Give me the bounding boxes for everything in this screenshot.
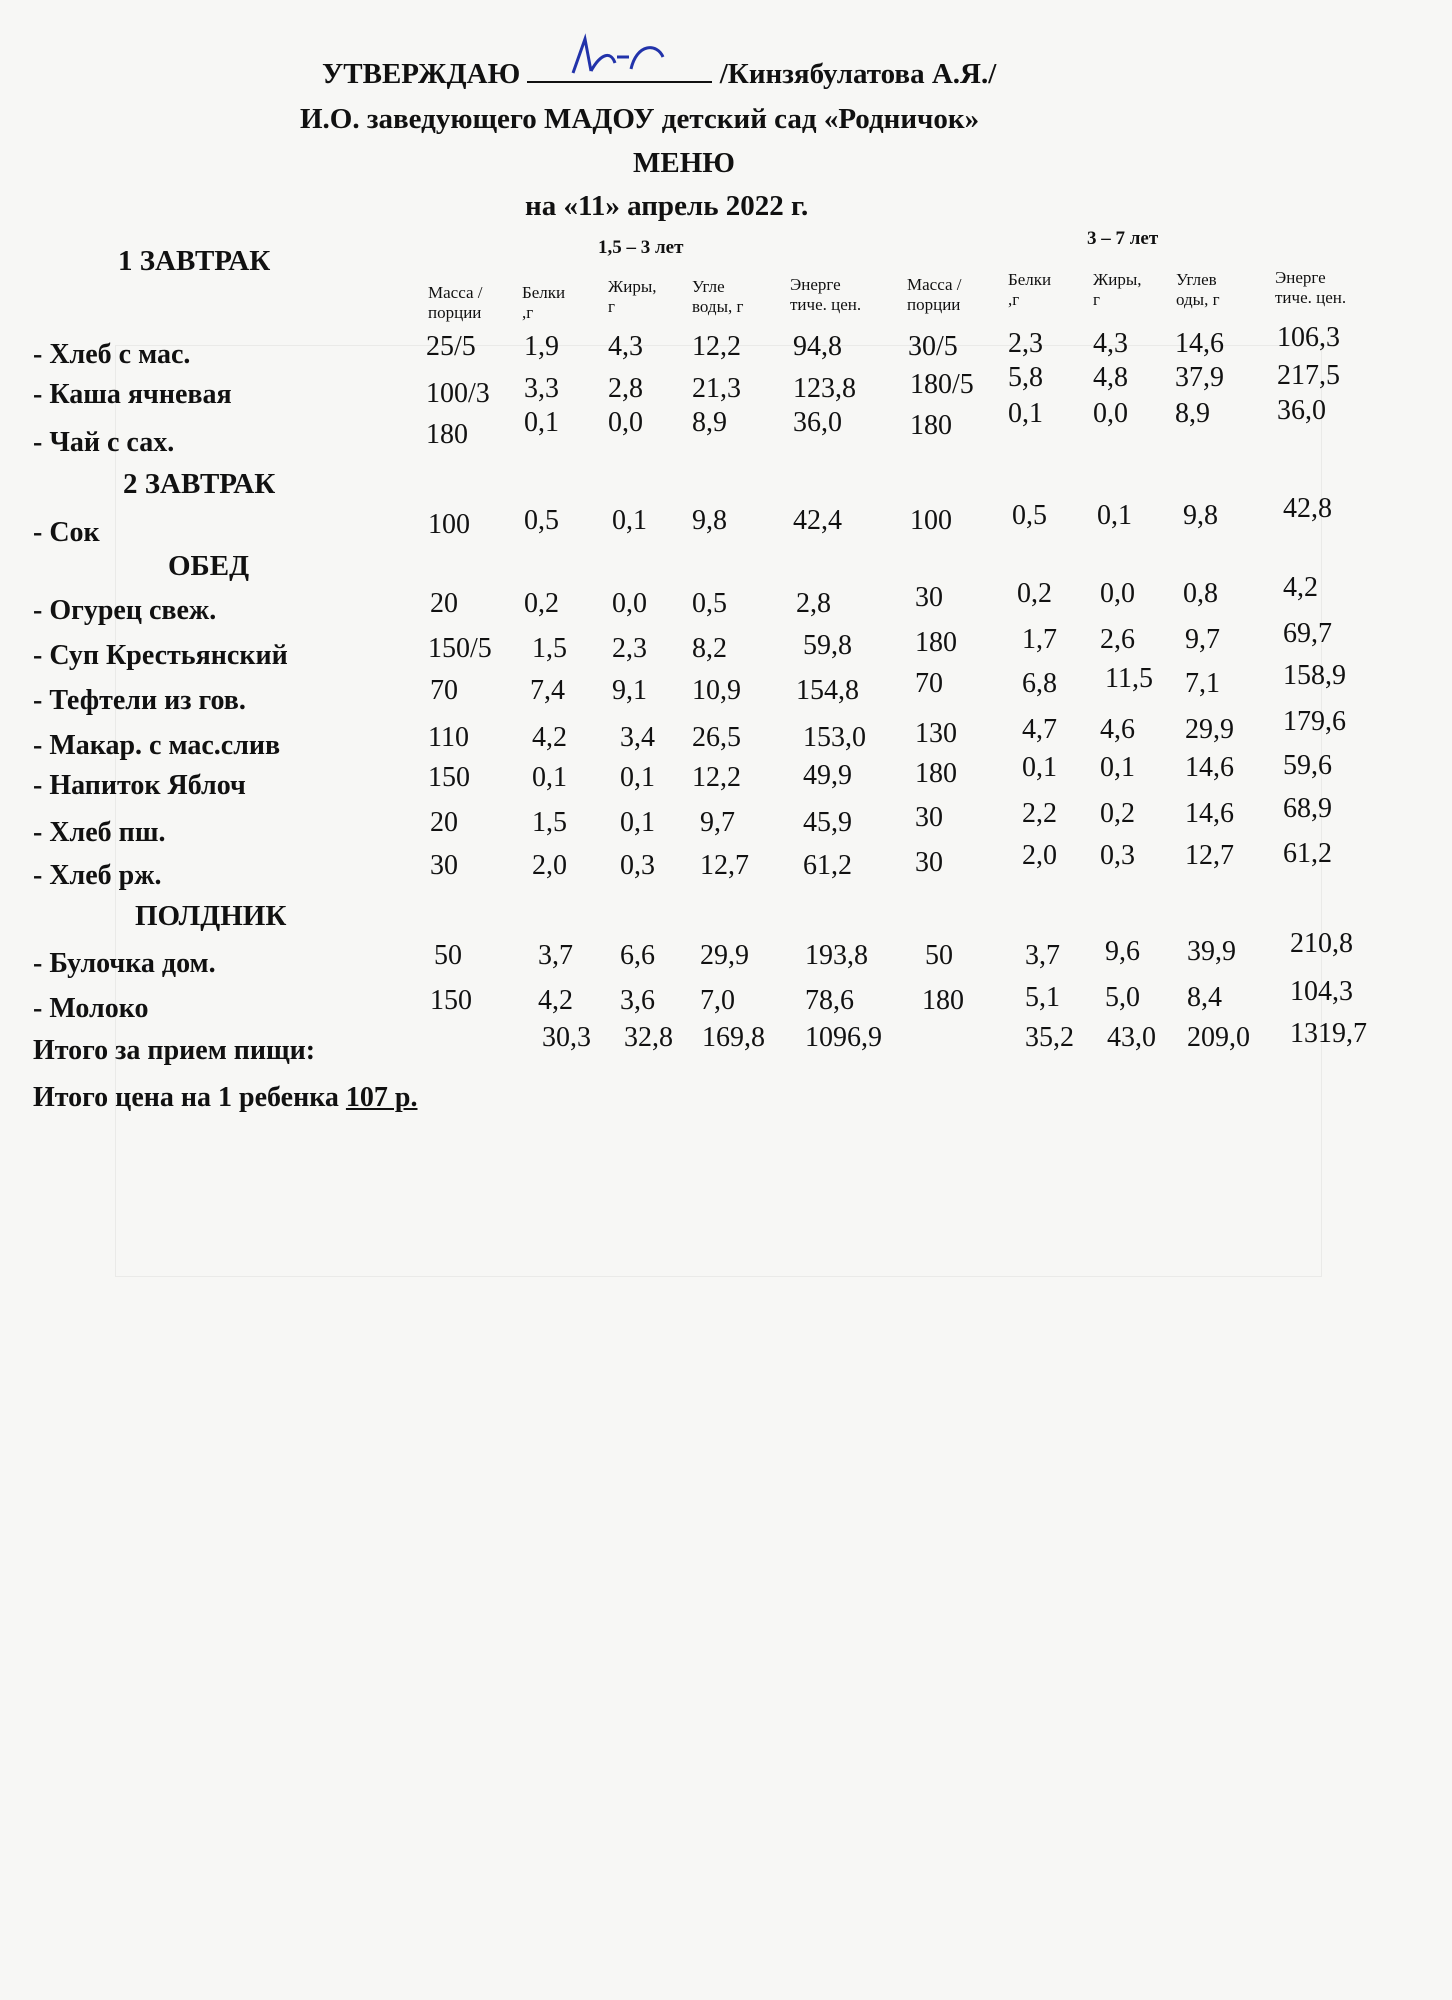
cell-older-mass: 180	[910, 410, 952, 441]
section-title-lunch: ОБЕД	[168, 550, 250, 582]
age-group-young: 1,5 – 3 лет	[598, 237, 684, 258]
cell-young-fat: 0,1	[620, 762, 655, 793]
cell-older-carbs: 14,6	[1185, 798, 1234, 829]
cell-older-protein: 2,2	[1022, 798, 1057, 829]
cell-older-fat: 9,6	[1105, 936, 1140, 967]
cell-older-fat: 11,5	[1105, 663, 1153, 694]
cell-older-carbs: 29,9	[1185, 714, 1234, 745]
total-older-fat: 43,0	[1107, 1022, 1156, 1053]
total-older-energy: 1319,7	[1290, 1018, 1367, 1049]
section-title-snack: ПОЛДНИК	[135, 900, 287, 932]
cell-older-protein: 6,8	[1022, 668, 1057, 699]
cell-older-protein: 2,3	[1008, 328, 1043, 359]
cell-older-protein: 0,2	[1017, 578, 1052, 609]
price-line	[33, 1082, 418, 1114]
col-header-older-fat: Жиры, г	[1093, 270, 1142, 309]
cell-older-mass: 50	[925, 940, 953, 971]
cell-older-mass: 30/5	[908, 331, 958, 362]
cell-young-fat: 3,4	[620, 722, 655, 753]
cell-young-carbs: 12,2	[692, 331, 741, 362]
cell-young-carbs: 21,3	[692, 373, 741, 404]
cell-older-fat: 0,1	[1097, 500, 1132, 531]
dish-name: - Хлеб рж.	[33, 860, 162, 891]
cell-young-energy: 42,4	[793, 505, 842, 536]
cell-young-energy: 123,8	[793, 373, 856, 404]
cell-older-mass: 100	[910, 505, 952, 536]
cell-older-fat: 0,3	[1100, 840, 1135, 871]
cell-older-fat: 4,8	[1093, 362, 1128, 393]
cell-older-energy: 68,9	[1283, 793, 1332, 824]
total-young-carbs: 169,8	[702, 1022, 765, 1053]
dish-name: - Тефтели из гов.	[33, 685, 246, 716]
approval-line	[322, 57, 996, 91]
cell-young-mass: 150/5	[428, 633, 492, 664]
total-young-energy: 1096,9	[805, 1022, 882, 1053]
date-line: на «11» апрель 2022 г.	[525, 190, 809, 222]
cell-older-mass: 180	[915, 627, 957, 658]
total-older-carbs: 209,0	[1187, 1022, 1250, 1053]
cell-older-protein: 1,7	[1022, 624, 1057, 655]
cell-older-fat: 5,0	[1105, 982, 1140, 1013]
cell-young-carbs: 0,5	[692, 588, 727, 619]
cell-older-mass: 70	[915, 668, 943, 699]
cell-older-protein: 2,0	[1022, 840, 1057, 871]
cell-older-energy: 158,9	[1283, 660, 1346, 691]
price-value: 107 р.	[345, 1082, 418, 1113]
cell-older-mass: 30	[915, 582, 943, 613]
cell-young-fat: 9,1	[612, 675, 647, 706]
dish-name: - Напиток Яблоч	[33, 770, 246, 801]
cell-older-energy: 59,6	[1283, 750, 1332, 781]
cell-older-protein: 5,8	[1008, 362, 1043, 393]
price-label: Итого цена на 1 ребенка	[33, 1082, 339, 1113]
cell-older-carbs: 9,8	[1183, 500, 1218, 531]
col-header-young-energy: Энерге тиче. цен.	[790, 275, 862, 314]
cell-young-energy: 36,0	[793, 407, 842, 438]
dish-name: - Суп Крестьянский	[33, 640, 288, 671]
page-title: МЕНЮ	[633, 147, 735, 179]
handwritten-signature	[567, 33, 677, 83]
cell-young-fat: 0,3	[620, 850, 655, 881]
dish-name: - Хлеб пш.	[33, 817, 166, 848]
cell-young-protein: 4,2	[538, 985, 573, 1016]
dish-name: - Сок	[33, 517, 100, 548]
cell-older-energy: 36,0	[1277, 395, 1326, 426]
cell-older-fat: 0,2	[1100, 798, 1135, 829]
cell-young-protein: 3,7	[538, 940, 573, 971]
cell-young-energy: 78,6	[805, 985, 854, 1016]
cell-young-protein: 1,5	[532, 807, 567, 838]
total-young-protein: 30,3	[542, 1022, 591, 1053]
cell-older-carbs: 8,4	[1187, 982, 1222, 1013]
cell-older-carbs: 12,7	[1185, 840, 1234, 871]
cell-older-carbs: 14,6	[1185, 752, 1234, 783]
col-header-older-energy: Энерге тиче. цен.	[1275, 268, 1347, 307]
cell-young-mass: 70	[430, 675, 458, 706]
cell-young-energy: 193,8	[805, 940, 868, 971]
cell-young-fat: 4,3	[608, 331, 643, 362]
cell-older-mass: 130	[915, 718, 957, 749]
approve-label: УТВЕРЖДАЮ	[322, 58, 521, 90]
cell-young-energy: 49,9	[803, 760, 852, 791]
cell-young-protein: 0,5	[524, 505, 559, 536]
cell-older-carbs: 0,8	[1183, 578, 1218, 609]
cell-older-energy: 179,6	[1283, 706, 1346, 737]
col-header-young-carbs: Угле воды, г	[692, 277, 744, 316]
cell-young-mass: 110	[428, 722, 469, 753]
cell-older-carbs: 14,6	[1175, 328, 1224, 359]
dish-name: - Огурец свеж.	[33, 595, 217, 626]
cell-young-carbs: 8,2	[692, 633, 727, 664]
cell-older-protein: 0,1	[1008, 398, 1043, 429]
cell-older-energy: 210,8	[1290, 928, 1353, 959]
cell-older-energy: 61,2	[1283, 838, 1332, 869]
cell-young-energy: 59,8	[803, 630, 852, 661]
cell-young-carbs: 12,7	[700, 850, 749, 881]
cell-young-fat: 0,0	[612, 588, 647, 619]
cell-young-protein: 1,5	[532, 633, 567, 664]
cell-young-protein: 7,4	[530, 675, 565, 706]
cell-young-protein: 2,0	[532, 850, 567, 881]
cell-older-energy: 104,3	[1290, 976, 1353, 1007]
cell-older-carbs: 37,9	[1175, 362, 1224, 393]
cell-young-carbs: 7,0	[700, 985, 735, 1016]
cell-young-carbs: 12,2	[692, 762, 741, 793]
cell-older-mass: 180	[915, 758, 957, 789]
dish-name: - Макар. с мас.слив	[33, 730, 281, 761]
dish-name: - Чай с сах.	[33, 427, 175, 458]
cell-young-energy: 45,9	[803, 807, 852, 838]
cell-young-protein: 3,3	[524, 373, 559, 404]
position-line: И.О. заведующего МАДОУ детский сад «Родничок»	[300, 103, 980, 135]
cell-older-mass: 180/5	[910, 369, 974, 400]
cell-young-mass: 50	[434, 940, 462, 971]
cell-older-protein: 0,5	[1012, 500, 1047, 531]
col-header-young-fat: Жиры, г	[608, 277, 657, 316]
cell-young-protein: 0,1	[532, 762, 567, 793]
cell-older-fat: 2,6	[1100, 624, 1135, 655]
cell-young-mass: 20	[430, 807, 458, 838]
cell-young-protein: 0,2	[524, 588, 559, 619]
cell-older-fat: 0,0	[1100, 578, 1135, 609]
cell-older-fat: 4,3	[1093, 328, 1128, 359]
total-older-protein: 35,2	[1025, 1022, 1074, 1053]
cell-older-protein: 5,1	[1025, 982, 1060, 1013]
cell-older-carbs: 9,7	[1185, 624, 1220, 655]
cell-older-protein: 0,1	[1022, 752, 1057, 783]
cell-young-mass: 100	[428, 509, 470, 540]
signature-line	[527, 57, 712, 83]
age-group-older: 3 – 7 лет	[1087, 228, 1159, 249]
cell-young-fat: 6,6	[620, 940, 655, 971]
cell-older-carbs: 7,1	[1185, 668, 1220, 699]
cell-young-protein: 4,2	[532, 722, 567, 753]
cell-older-protein: 4,7	[1022, 714, 1057, 745]
section-title-breakfast1: 1 ЗАВТРАК	[118, 245, 271, 277]
cell-young-mass: 20	[430, 588, 458, 619]
cell-older-mass: 30	[915, 802, 943, 833]
col-header-older-carbs: Углев оды, г	[1176, 270, 1220, 309]
cell-young-carbs: 9,8	[692, 505, 727, 536]
cell-young-carbs: 29,9	[700, 940, 749, 971]
cell-older-energy: 106,3	[1277, 322, 1340, 353]
cell-young-fat: 2,8	[608, 373, 643, 404]
cell-older-mass: 180	[922, 985, 964, 1016]
cell-older-energy: 4,2	[1283, 572, 1318, 603]
cell-young-protein: 0,1	[524, 407, 559, 438]
cell-young-mass: 30	[430, 850, 458, 881]
cell-young-fat: 0,0	[608, 407, 643, 438]
cell-young-energy: 153,0	[803, 722, 866, 753]
signature-name: /Кинзябулатова А.Я./	[719, 58, 997, 90]
cell-young-fat: 0,1	[612, 505, 647, 536]
dish-name: - Хлеб с мас.	[33, 339, 191, 370]
cell-young-mass: 100/3	[426, 378, 490, 409]
cell-young-carbs: 9,7	[700, 807, 735, 838]
cell-older-energy: 217,5	[1277, 360, 1340, 391]
cell-older-carbs: 39,9	[1187, 936, 1236, 967]
cell-older-fat: 0,0	[1093, 398, 1128, 429]
cell-young-carbs: 26,5	[692, 722, 741, 753]
dish-name: - Булочка дом.	[33, 948, 216, 979]
cell-older-energy: 42,8	[1283, 493, 1332, 524]
section-title-breakfast2: 2 ЗАВТРАК	[123, 468, 276, 500]
cell-older-mass: 30	[915, 847, 943, 878]
cell-older-fat: 0,1	[1100, 752, 1135, 783]
cell-young-mass: 25/5	[426, 331, 476, 362]
cell-young-energy: 2,8	[796, 588, 831, 619]
cell-young-fat: 3,6	[620, 985, 655, 1016]
cell-young-protein: 1,9	[524, 331, 559, 362]
cell-young-fat: 2,3	[612, 633, 647, 664]
dish-name: - Каша ячневая	[33, 379, 232, 410]
cell-older-energy: 69,7	[1283, 618, 1332, 649]
cell-young-energy: 94,8	[793, 331, 842, 362]
cell-older-protein: 3,7	[1025, 940, 1060, 971]
cell-young-mass: 150	[430, 985, 472, 1016]
cell-young-mass: 180	[426, 419, 468, 450]
dish-name: - Молоко	[33, 993, 149, 1024]
col-header-young-protein: Белки ,г	[522, 283, 566, 322]
cell-young-carbs: 8,9	[692, 407, 727, 438]
cell-young-energy: 154,8	[796, 675, 859, 706]
col-header-older-mass: Масса /порции	[907, 275, 962, 314]
cell-young-energy: 61,2	[803, 850, 852, 881]
totals-label: Итого за прием пищи:	[33, 1035, 316, 1066]
cell-young-carbs: 10,9	[692, 675, 741, 706]
cell-young-mass: 150	[428, 762, 470, 793]
cell-older-carbs: 8,9	[1175, 398, 1210, 429]
cell-older-fat: 4,6	[1100, 714, 1135, 745]
col-header-older-protein: Белки ,г	[1008, 270, 1052, 309]
total-young-fat: 32,8	[624, 1022, 673, 1053]
col-header-young-mass: Масса /порции	[428, 283, 483, 322]
cell-young-fat: 0,1	[620, 807, 655, 838]
